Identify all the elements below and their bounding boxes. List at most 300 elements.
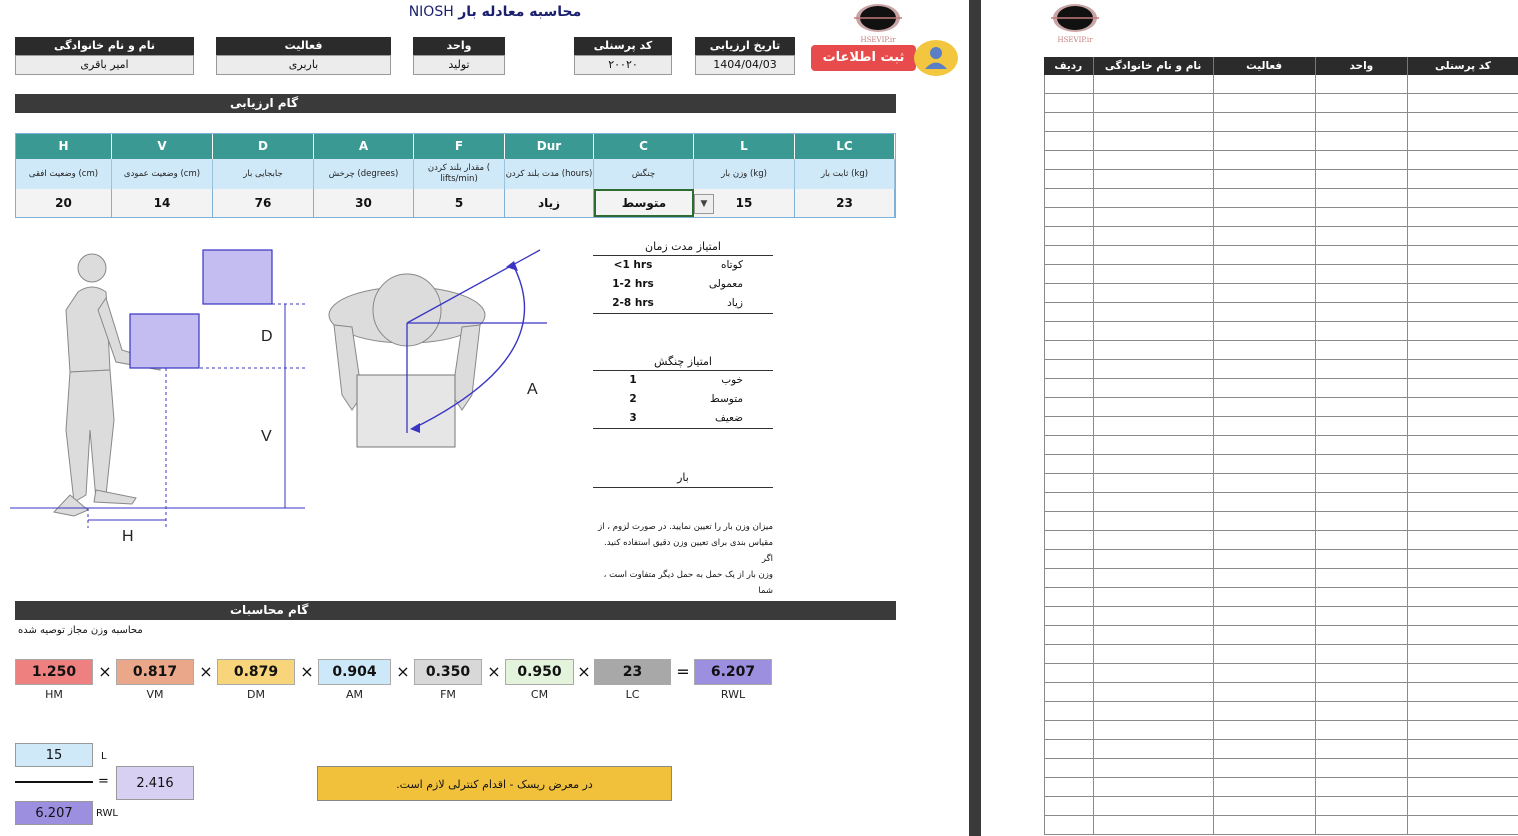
table-cell[interactable] [1093, 474, 1213, 492]
table-row[interactable] [1044, 246, 1518, 265]
table-cell[interactable] [1044, 569, 1093, 587]
table-cell[interactable] [1044, 531, 1093, 549]
table-row[interactable] [1044, 151, 1518, 170]
table-row[interactable] [1044, 132, 1518, 151]
table-cell[interactable] [1213, 94, 1315, 112]
table-cell[interactable] [1044, 341, 1093, 359]
table-row[interactable] [1044, 759, 1518, 778]
table-cell[interactable] [1213, 398, 1315, 416]
table-cell[interactable] [1093, 322, 1213, 340]
factor-vm-label: VM [146, 688, 164, 701]
factor-fm: 0.350 [414, 659, 482, 685]
table-cell[interactable] [1044, 208, 1093, 226]
table-cell[interactable] [1093, 341, 1213, 359]
field-label: کد پرسنلی [574, 37, 672, 55]
table-cell[interactable] [1213, 474, 1315, 492]
table-cell[interactable] [1213, 721, 1315, 739]
table-cell[interactable] [1044, 683, 1093, 701]
table-cell[interactable] [1213, 113, 1315, 131]
table-cell[interactable] [1213, 132, 1315, 150]
side-view-diagram [10, 240, 310, 550]
list-item: 3 ضعیف [593, 409, 773, 429]
li-rwl-label: RWL [96, 808, 119, 819]
log-col-header: ردیف [1044, 57, 1094, 75]
table-cell[interactable] [1213, 816, 1315, 834]
log-col-header: فعالیت [1214, 57, 1316, 75]
param-desc: وزن بار (kg) [694, 159, 795, 189]
li-l-value: 15 [15, 743, 93, 767]
dropdown-arrow-icon[interactable]: ▼ [694, 194, 714, 214]
table-cell[interactable] [1315, 303, 1407, 321]
table-cell[interactable] [1213, 702, 1315, 720]
table-cell[interactable] [1315, 113, 1407, 131]
table-cell[interactable] [1315, 797, 1407, 815]
logo-text: HSEVIP.ir [860, 36, 896, 44]
table-cell[interactable] [1044, 702, 1093, 720]
table-cell[interactable] [1315, 132, 1407, 150]
times-operator: × [396, 662, 410, 681]
table-cell[interactable] [1315, 227, 1407, 245]
table-cell[interactable] [1407, 284, 1518, 302]
table-cell[interactable] [1315, 474, 1407, 492]
person-icon [914, 40, 958, 76]
personnel-code-input[interactable]: ۲۰۰۲۰ [574, 55, 672, 75]
table-cell[interactable] [1315, 702, 1407, 720]
table-row[interactable] [1044, 474, 1518, 493]
table-row[interactable] [1044, 740, 1518, 759]
unit-input[interactable]: تولید [413, 55, 505, 75]
table-cell[interactable] [1315, 531, 1407, 549]
table-cell[interactable] [1093, 436, 1213, 454]
table-cell[interactable] [1315, 94, 1407, 112]
table-row[interactable] [1044, 322, 1518, 341]
table-cell[interactable] [1407, 208, 1518, 226]
param-desc: مقدار بلند کردن ( lifts/min) [414, 159, 505, 189]
table-cell[interactable] [1315, 151, 1407, 169]
times-operator: × [300, 662, 314, 681]
table-cell[interactable] [1213, 626, 1315, 644]
horizontal-input[interactable]: 20 [16, 189, 112, 217]
table-cell[interactable] [1044, 721, 1093, 739]
table-cell[interactable] [1407, 341, 1518, 359]
table-cell[interactable] [1407, 626, 1518, 644]
times-operator: × [487, 662, 501, 681]
table-cell[interactable] [1407, 664, 1518, 682]
table-cell[interactable] [1213, 493, 1315, 511]
log-table-body [1044, 75, 1518, 835]
table-row[interactable] [1044, 284, 1518, 303]
table-cell[interactable] [1093, 75, 1213, 93]
table-row[interactable] [1044, 626, 1518, 645]
table-cell[interactable] [1093, 170, 1213, 188]
table-cell[interactable] [1315, 322, 1407, 340]
table-cell[interactable] [1315, 588, 1407, 606]
user-avatar-icon[interactable] [914, 40, 958, 76]
table-cell[interactable] [1407, 474, 1518, 492]
table-cell[interactable] [1093, 797, 1213, 815]
table-cell[interactable] [1407, 569, 1518, 587]
table-cell[interactable] [1044, 512, 1093, 530]
table-cell[interactable] [1213, 797, 1315, 815]
table-cell[interactable] [1407, 645, 1518, 663]
factor-hm: 1.250 [15, 659, 93, 685]
coupling-score-title: امتیاز چنگش [593, 355, 773, 371]
table-cell[interactable] [1315, 645, 1407, 663]
load-note [593, 471, 773, 616]
table-row[interactable] [1044, 94, 1518, 113]
table-cell[interactable] [1407, 417, 1518, 435]
table-cell[interactable] [1044, 398, 1093, 416]
table-cell[interactable] [1315, 759, 1407, 777]
table-cell[interactable] [1213, 588, 1315, 606]
log-col-header: کد پرسنلی [1435, 60, 1491, 72]
table-cell[interactable] [1093, 417, 1213, 435]
table-cell[interactable] [1407, 588, 1518, 606]
table-cell[interactable] [1093, 94, 1213, 112]
table-cell[interactable] [1315, 379, 1407, 397]
duration-input[interactable]: زیاد [505, 189, 594, 217]
label-h: H [122, 528, 134, 545]
table-cell[interactable] [1315, 455, 1407, 473]
table-cell[interactable] [1044, 778, 1093, 796]
table-cell[interactable] [1213, 569, 1315, 587]
table-cell[interactable] [1315, 417, 1407, 435]
table-cell[interactable] [1093, 265, 1213, 283]
lc-input[interactable]: 23 [795, 189, 895, 217]
table-cell[interactable] [1044, 322, 1093, 340]
table-cell[interactable] [1407, 322, 1518, 340]
table-cell[interactable] [1044, 113, 1093, 131]
table-cell[interactable] [1315, 550, 1407, 568]
frequency-input[interactable]: 5 [414, 189, 505, 217]
table-cell[interactable] [1044, 436, 1093, 454]
table-cell[interactable] [1044, 474, 1093, 492]
table-cell[interactable] [1315, 265, 1407, 283]
table-cell[interactable] [1213, 778, 1315, 796]
table-cell[interactable] [1044, 664, 1093, 682]
table-cell[interactable] [1315, 816, 1407, 834]
table-cell[interactable] [1315, 246, 1407, 264]
table-cell[interactable] [1315, 683, 1407, 701]
table-cell[interactable] [1044, 265, 1093, 283]
table-row[interactable] [1044, 455, 1518, 474]
table-cell[interactable] [1044, 740, 1093, 758]
table-cell[interactable] [1407, 113, 1518, 131]
table-cell[interactable] [1044, 797, 1093, 815]
table-cell[interactable] [1213, 664, 1315, 682]
table-cell[interactable] [1315, 75, 1407, 93]
factor-fm-label: FM [440, 688, 456, 701]
table-row[interactable] [1044, 379, 1518, 398]
table-cell[interactable] [1213, 341, 1315, 359]
table-cell[interactable] [1407, 797, 1518, 815]
param-desc: چنگش [594, 159, 694, 189]
table-cell[interactable] [1044, 284, 1093, 302]
table-cell[interactable] [1044, 550, 1093, 568]
table-cell[interactable] [1315, 721, 1407, 739]
table-cell[interactable] [1093, 645, 1213, 663]
table-cell[interactable] [1407, 493, 1518, 511]
table-cell[interactable] [1044, 816, 1093, 834]
table-cell[interactable] [1315, 284, 1407, 302]
table-cell[interactable] [1407, 531, 1518, 549]
table-cell[interactable] [1407, 132, 1518, 150]
table-cell[interactable] [1213, 75, 1315, 93]
table-row[interactable] [1044, 797, 1518, 816]
list-item: <1 hrs کوتاه [613, 259, 743, 271]
table-row[interactable] [1044, 113, 1518, 132]
vertical-input[interactable]: 14 [112, 189, 213, 217]
name-input[interactable]: امیر باقری [15, 55, 194, 75]
table-cell[interactable] [1315, 512, 1407, 530]
table-row[interactable] [1044, 189, 1518, 208]
table-cell[interactable] [1093, 113, 1213, 131]
table-row[interactable] [1044, 531, 1518, 550]
l-input[interactable]: 15 [694, 189, 795, 217]
table-cell[interactable] [1315, 398, 1407, 416]
coupling-select[interactable] [594, 189, 708, 217]
table-cell[interactable] [1213, 303, 1315, 321]
table-cell[interactable] [1315, 778, 1407, 796]
table-cell[interactable] [1315, 740, 1407, 758]
rwl-caption: محاسبه وزن مجاز توصیه شده [18, 625, 143, 636]
load-note-title: بار [593, 471, 773, 488]
table-cell[interactable] [1407, 816, 1518, 834]
risk-message-text: در معرض ریسک - اقدام کنترلی لازم است. [396, 778, 593, 791]
table-cell[interactable] [1093, 189, 1213, 207]
table-cell[interactable] [1093, 455, 1213, 473]
table-row[interactable] [1044, 398, 1518, 417]
table-cell[interactable] [1093, 132, 1213, 150]
top-view-diagram [322, 245, 562, 455]
table-cell[interactable] [1407, 170, 1518, 188]
table-cell[interactable] [1044, 170, 1093, 188]
table-cell[interactable] [1315, 341, 1407, 359]
table-cell[interactable] [1093, 208, 1213, 226]
table-cell[interactable] [1093, 816, 1213, 834]
table-cell[interactable] [1044, 132, 1093, 150]
table-row[interactable] [1044, 702, 1518, 721]
table-cell[interactable] [1315, 436, 1407, 454]
list-item: 2-8 hrs زیاد [593, 294, 773, 314]
table-row[interactable] [1044, 645, 1518, 664]
table-row[interactable] [1044, 683, 1518, 702]
table-row[interactable] [1044, 227, 1518, 246]
table-cell[interactable] [1213, 227, 1315, 245]
table-cell[interactable] [1093, 512, 1213, 530]
factor-am: 0.904 [318, 659, 391, 685]
table-cell[interactable] [1044, 588, 1093, 606]
table-cell[interactable] [1044, 151, 1093, 169]
table-cell[interactable] [1093, 588, 1213, 606]
table-cell[interactable] [1407, 189, 1518, 207]
table-cell[interactable] [1213, 550, 1315, 568]
table-cell[interactable] [1315, 626, 1407, 644]
table-row[interactable] [1044, 303, 1518, 322]
table-cell[interactable] [1044, 360, 1093, 378]
param-desc: ثابت بار (kg) [795, 159, 895, 189]
date-input[interactable]: 1404/04/03 [695, 55, 795, 75]
table-row[interactable] [1044, 493, 1518, 512]
table-cell[interactable] [1044, 645, 1093, 663]
table-cell[interactable] [1093, 569, 1213, 587]
table-cell[interactable] [1044, 94, 1093, 112]
table-cell[interactable] [1044, 493, 1093, 511]
table-cell[interactable] [1044, 626, 1093, 644]
table-row[interactable] [1044, 341, 1518, 360]
table-cell[interactable] [1213, 246, 1315, 264]
factor-lc: 23 [594, 659, 671, 685]
table-cell[interactable] [1044, 417, 1093, 435]
title-latin: NIOSH [408, 4, 454, 20]
table-cell[interactable] [1093, 493, 1213, 511]
table-cell[interactable] [1407, 360, 1518, 378]
register-button[interactable] [811, 45, 916, 71]
table-row[interactable] [1044, 778, 1518, 797]
table-cell[interactable] [1093, 303, 1213, 321]
table-cell[interactable] [1407, 75, 1518, 93]
table-cell[interactable] [1315, 493, 1407, 511]
table-cell[interactable] [1213, 759, 1315, 777]
table-cell[interactable] [1407, 607, 1518, 625]
table-cell[interactable] [1407, 151, 1518, 169]
table-cell[interactable] [1407, 455, 1518, 473]
table-row[interactable] [1044, 512, 1518, 531]
table-cell[interactable] [1093, 778, 1213, 796]
table-cell[interactable] [1093, 607, 1213, 625]
table-cell[interactable] [1093, 246, 1213, 264]
table-cell[interactable] [1315, 189, 1407, 207]
table-cell[interactable] [1093, 721, 1213, 739]
table-cell[interactable] [1407, 246, 1518, 264]
table-cell[interactable] [1407, 227, 1518, 245]
table-cell[interactable] [1213, 417, 1315, 435]
table-cell[interactable] [1407, 759, 1518, 777]
param-header: D [213, 134, 314, 159]
table-row[interactable] [1044, 550, 1518, 569]
table-cell[interactable] [1213, 740, 1315, 758]
table-cell[interactable] [1093, 702, 1213, 720]
table-cell[interactable] [1213, 455, 1315, 473]
table-cell[interactable] [1213, 284, 1315, 302]
table-cell[interactable] [1407, 778, 1518, 796]
table-cell[interactable] [1315, 170, 1407, 188]
table-row[interactable] [1044, 816, 1518, 835]
table-cell[interactable] [1213, 360, 1315, 378]
fraction-line [15, 781, 93, 783]
table-cell[interactable] [1093, 151, 1213, 169]
table-cell[interactable] [1093, 360, 1213, 378]
table-cell[interactable] [1093, 550, 1213, 568]
activity-input[interactable]: باربری [216, 55, 391, 75]
table-row[interactable] [1044, 75, 1518, 94]
table-cell[interactable] [1213, 151, 1315, 169]
table-cell[interactable] [1315, 208, 1407, 226]
table-row[interactable] [1044, 360, 1518, 379]
table-cell[interactable] [1407, 398, 1518, 416]
table-cell[interactable] [1407, 702, 1518, 720]
table-cell[interactable] [1044, 379, 1093, 397]
table-cell[interactable] [1044, 759, 1093, 777]
load-note-line: وزن بار از یک حمل به حمل دیگر متفاوت است ، شما [603, 570, 773, 596]
table-cell[interactable] [1093, 759, 1213, 777]
table-cell[interactable] [1213, 531, 1315, 549]
table-row[interactable] [1044, 569, 1518, 588]
table-row[interactable] [1044, 588, 1518, 607]
table-cell[interactable] [1213, 645, 1315, 663]
table-cell[interactable] [1093, 740, 1213, 758]
table-row[interactable] [1044, 208, 1518, 227]
table-cell[interactable] [1407, 683, 1518, 701]
table-cell[interactable] [1407, 265, 1518, 283]
table-cell[interactable] [1407, 740, 1518, 758]
table-cell[interactable] [1044, 189, 1093, 207]
table-cell[interactable] [1093, 227, 1213, 245]
angle-input[interactable]: 30 [314, 189, 414, 217]
table-cell[interactable] [1213, 170, 1315, 188]
table-cell[interactable] [1093, 284, 1213, 302]
table-cell[interactable] [1407, 721, 1518, 739]
table-cell[interactable] [1044, 303, 1093, 321]
factor-am-label: AM [345, 688, 363, 701]
table-cell[interactable] [1044, 227, 1093, 245]
table-cell[interactable] [1044, 246, 1093, 264]
table-cell[interactable] [1044, 607, 1093, 625]
table-cell[interactable] [1213, 607, 1315, 625]
table-cell[interactable] [1213, 683, 1315, 701]
distance-input[interactable]: 76 [213, 189, 314, 217]
table-cell[interactable] [1213, 379, 1315, 397]
table-cell[interactable] [1093, 664, 1213, 682]
table-cell[interactable] [1213, 189, 1315, 207]
table-row[interactable] [1044, 417, 1518, 436]
table-cell[interactable] [1407, 436, 1518, 454]
param-desc: چرخش (degrees) [314, 159, 414, 189]
table-cell[interactable] [1407, 550, 1518, 568]
table-cell[interactable] [1315, 360, 1407, 378]
table-cell[interactable] [1315, 607, 1407, 625]
table-cell[interactable] [1093, 398, 1213, 416]
table-cell[interactable] [1213, 322, 1315, 340]
li-rwl-value: 6.207 [15, 801, 93, 825]
table-cell[interactable] [1407, 94, 1518, 112]
table-row[interactable] [1044, 436, 1518, 455]
rwl-result-label: RWL [720, 688, 746, 701]
table-cell[interactable] [1407, 379, 1518, 397]
table-row[interactable] [1044, 664, 1518, 683]
table-cell[interactable] [1407, 303, 1518, 321]
table-cell[interactable] [1093, 379, 1213, 397]
table-cell[interactable] [1093, 531, 1213, 549]
table-cell[interactable] [1213, 512, 1315, 530]
table-row[interactable] [1044, 170, 1518, 189]
table-row[interactable] [1044, 721, 1518, 740]
table-cell[interactable] [1213, 436, 1315, 454]
table-cell[interactable] [1093, 626, 1213, 644]
table-row[interactable] [1044, 607, 1518, 626]
table-cell[interactable] [1044, 455, 1093, 473]
table-cell[interactable] [1315, 569, 1407, 587]
table-cell[interactable] [1407, 512, 1518, 530]
table-cell[interactable] [1213, 265, 1315, 283]
table-cell[interactable] [1315, 664, 1407, 682]
table-row[interactable] [1044, 265, 1518, 284]
table-cell[interactable] [1213, 208, 1315, 226]
table-cell[interactable] [1044, 75, 1093, 93]
table-cell[interactable] [1093, 683, 1213, 701]
duration-score-table [593, 240, 773, 314]
li-l-label: L [101, 751, 107, 762]
